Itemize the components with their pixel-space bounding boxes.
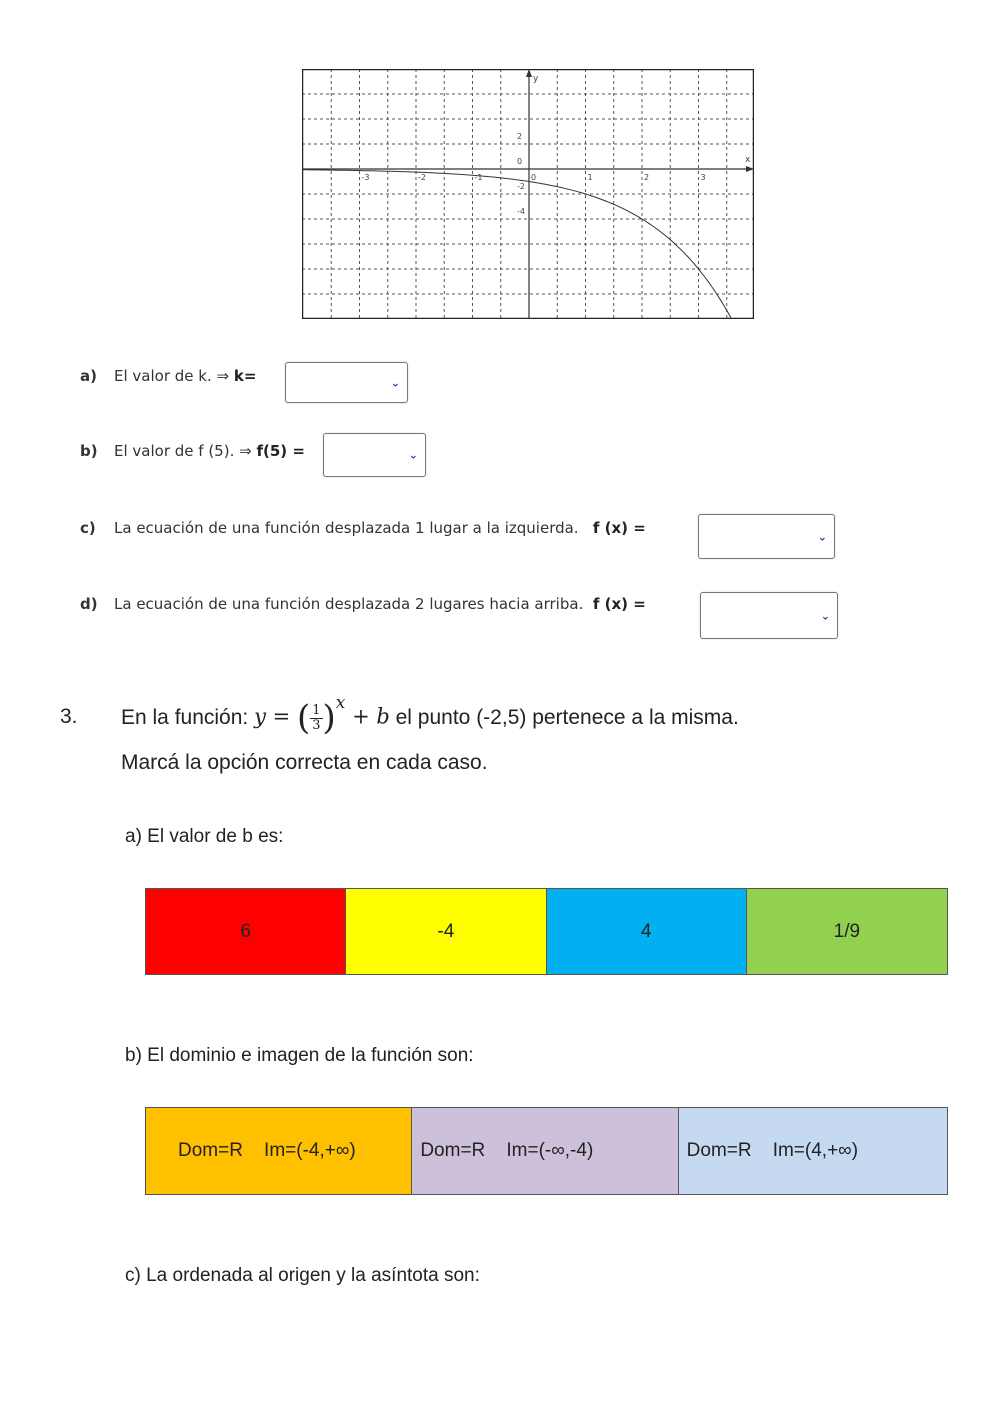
x-tick-label: 1 bbox=[587, 173, 593, 182]
f5-select[interactable] bbox=[323, 433, 426, 477]
shift-up-select[interactable] bbox=[700, 592, 838, 639]
answer-option[interactable]: Dom=R Im=(-4,+∞) bbox=[146, 1108, 412, 1194]
question-d bbox=[80, 595, 646, 613]
question-a-text: El valor de k. ⇒ bbox=[114, 367, 234, 385]
question-3-rest: el punto (-2,5) pertenece a la misma. bbox=[395, 706, 739, 729]
b-value-options bbox=[145, 888, 948, 975]
question-c bbox=[80, 519, 646, 537]
question-d-text: La ecuación de una función desplazada 2 lugares hacia arriba. bbox=[114, 595, 584, 613]
function-graph bbox=[302, 69, 754, 319]
question-b-text: El valor de f (5). ⇒ bbox=[114, 442, 257, 460]
chevron-down-icon: ⌄ bbox=[408, 448, 418, 462]
question-a-letter: a) bbox=[80, 367, 97, 385]
fraction-numerator: 1 bbox=[312, 702, 321, 718]
chevron-down-icon: ⌄ bbox=[390, 376, 400, 389]
x-tick-label: -3 bbox=[361, 173, 370, 182]
question-3-instruction: Marcá la opción correcta en cada caso. bbox=[121, 751, 488, 774]
x-axis-label: x bbox=[745, 155, 751, 165]
x-tick-label: -2 bbox=[418, 173, 426, 182]
answer-option[interactable]: 1/9 bbox=[747, 889, 947, 974]
question-3a-label: a) El valor de b es: bbox=[125, 826, 284, 847]
equation: y = ( $\frac{1}{3}$ )$^x$ + b bbox=[254, 692, 390, 738]
question-3-number: 3. bbox=[60, 705, 78, 728]
x-tick-label: 3 bbox=[700, 173, 706, 182]
answer-option[interactable]: -4 bbox=[346, 889, 546, 974]
question-c-letter: c) bbox=[80, 519, 96, 537]
domain-range-options bbox=[145, 1107, 948, 1195]
question-3-statement bbox=[121, 688, 739, 748]
k-select[interactable] bbox=[285, 362, 408, 403]
x-tick-label: 2 bbox=[644, 173, 650, 182]
question-3-intro: En la función: bbox=[121, 706, 249, 729]
question-a bbox=[80, 367, 256, 385]
question-d-lhs: f (x) = bbox=[592, 595, 646, 613]
answer-option[interactable]: Dom=R Im=(-∞,-4) bbox=[412, 1108, 678, 1194]
question-3c-label: c) La ordenada al origen y la asíntota son: bbox=[125, 1265, 480, 1286]
equation-equals: = bbox=[272, 704, 291, 729]
shift-left-select[interactable] bbox=[698, 514, 835, 559]
question-a-lhs: k= bbox=[233, 367, 257, 385]
question-c-text: La ecuación de una función desplazada 1 lugar a la izquierda. bbox=[114, 519, 579, 537]
question-3b-label: b) El dominio e imagen de la función son: bbox=[125, 1045, 474, 1066]
x-tick-label: 0 bbox=[531, 173, 537, 182]
chevron-down-icon: ⌄ bbox=[820, 609, 830, 622]
answer-option[interactable]: 6 bbox=[146, 889, 346, 974]
question-b-letter: b) bbox=[80, 442, 98, 460]
chevron-down-icon: ⌄ bbox=[817, 530, 827, 543]
y-tick-label: 2 bbox=[517, 132, 523, 141]
question-b-lhs: f(5) = bbox=[256, 442, 305, 460]
x-tick-label: -1 bbox=[474, 173, 483, 182]
question-d-letter: d) bbox=[80, 595, 98, 613]
y-axis-label: y bbox=[533, 74, 539, 84]
y-tick-label: -4 bbox=[517, 207, 525, 216]
question-b bbox=[80, 442, 305, 460]
y-tick-label: -2 bbox=[517, 182, 525, 191]
equation-plus-b: + b bbox=[352, 704, 390, 729]
y-tick-label: 0 bbox=[517, 157, 523, 166]
question-c-lhs: f (x) = bbox=[592, 519, 646, 537]
answer-option[interactable]: Dom=R Im=(4,+∞) bbox=[679, 1108, 947, 1194]
equation-y: y bbox=[254, 704, 266, 729]
equation-exponent: x bbox=[335, 692, 346, 713]
fraction bbox=[310, 704, 322, 733]
answer-option[interactable]: 4 bbox=[547, 889, 747, 974]
fraction-denominator: 3 bbox=[312, 717, 321, 733]
